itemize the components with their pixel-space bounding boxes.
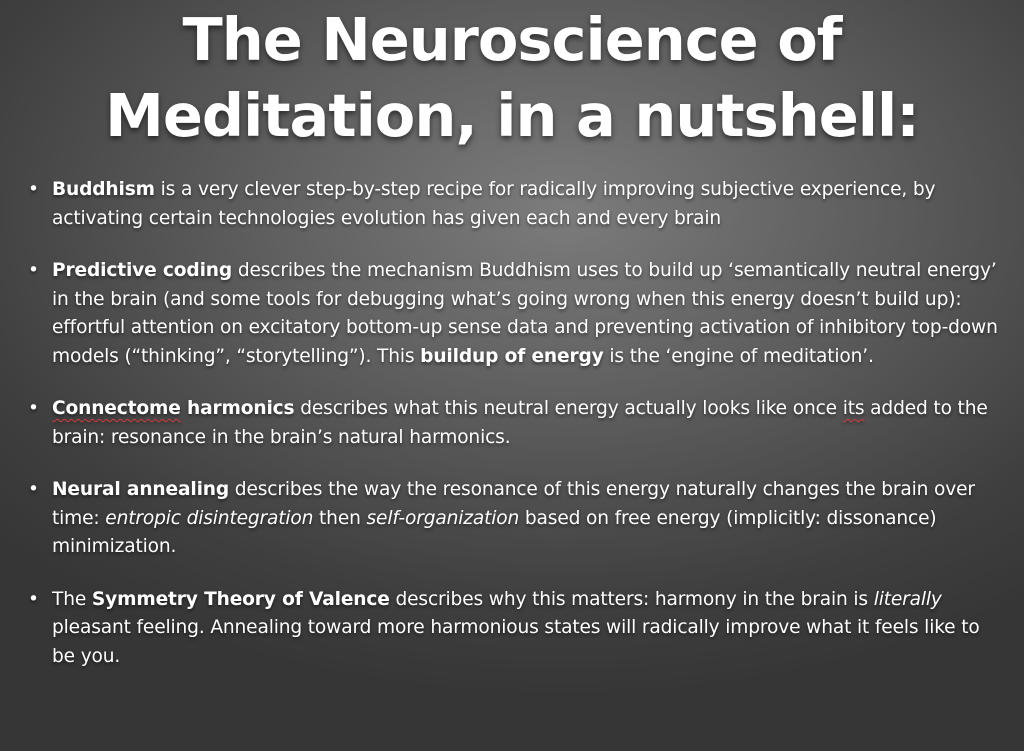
bullet-connectome-harmonics bbox=[26, 395, 1006, 452]
bullet-buddhism bbox=[26, 176, 1006, 233]
term-entropic-disintegration: entropic disintegration bbox=[105, 507, 314, 529]
bullet-text: pleasant feeling. Annealing toward more harmonious states will radically improve what it feels like to be you. bbox=[52, 617, 980, 667]
slide-title bbox=[0, 2, 1024, 154]
term-predictive-coding: Predictive coding bbox=[52, 260, 233, 281]
bullet-neural-annealing bbox=[26, 476, 1006, 562]
bullet-predictive-coding bbox=[26, 257, 1006, 371]
bullet-symmetry-theory bbox=[26, 586, 1006, 672]
term-symmetry-theory-of-valence: Symmetry Theory of Valence bbox=[91, 588, 390, 610]
bullet-text: describes what this neutral energy actually looks like once bbox=[294, 398, 843, 419]
title-line-2: Meditation, in a nutshell: bbox=[105, 81, 919, 150]
bullet-dot: • bbox=[28, 260, 39, 281]
bullet-text: describes the way the resonance of this energy naturally changes the brain over time: bbox=[52, 479, 975, 529]
bullet-text: is a very clever step-by-step recipe for radically improving subjective experience, by activating certain technologies evolution has given each and every brain bbox=[52, 179, 936, 229]
title-line-1: The Neuroscience of bbox=[182, 5, 842, 74]
term-connectome: Connectome bbox=[52, 398, 181, 419]
term-neural-annealing: Neural annealing bbox=[52, 479, 230, 500]
term-buddhism: Buddhism bbox=[52, 179, 155, 200]
bullet-text: describes the mechanism Buddhism uses to build up ‘semantically neutral energy’ in the brain (and some tools for debugging what’s going wrong when this energy doesn’t build up): effortful attention on excitatory bottom-up sense data and preventing activation of inhibitory top-down models (“thinking”, “storytelling”). This bbox=[52, 260, 998, 367]
bullet-text: added to the brain: resonance in the brain’s natural harmonics. bbox=[52, 398, 988, 448]
bullet-list bbox=[26, 176, 1006, 671]
bullet-dot: • bbox=[28, 479, 39, 500]
bullet-text: is the ‘engine of meditation’. bbox=[603, 345, 874, 367]
bullet-dot: • bbox=[28, 588, 39, 610]
bullet-dot: • bbox=[28, 179, 39, 200]
term-literally: literally bbox=[873, 588, 942, 610]
term-buildup-of-energy: buildup of energy bbox=[420, 345, 604, 367]
bullet-text: then bbox=[313, 507, 367, 529]
bullet-text: based on free energy (implicitly: dissonance) minimization. bbox=[52, 507, 937, 557]
misspelled-word: its bbox=[842, 398, 865, 419]
bullet-dot: • bbox=[28, 398, 39, 419]
bullet-text: The bbox=[52, 588, 92, 610]
bullet-text: describes why this matters: harmony in the brain is bbox=[389, 588, 874, 610]
term-harmonics: harmonics bbox=[180, 398, 295, 419]
term-self-organization: self-organization bbox=[366, 507, 520, 529]
